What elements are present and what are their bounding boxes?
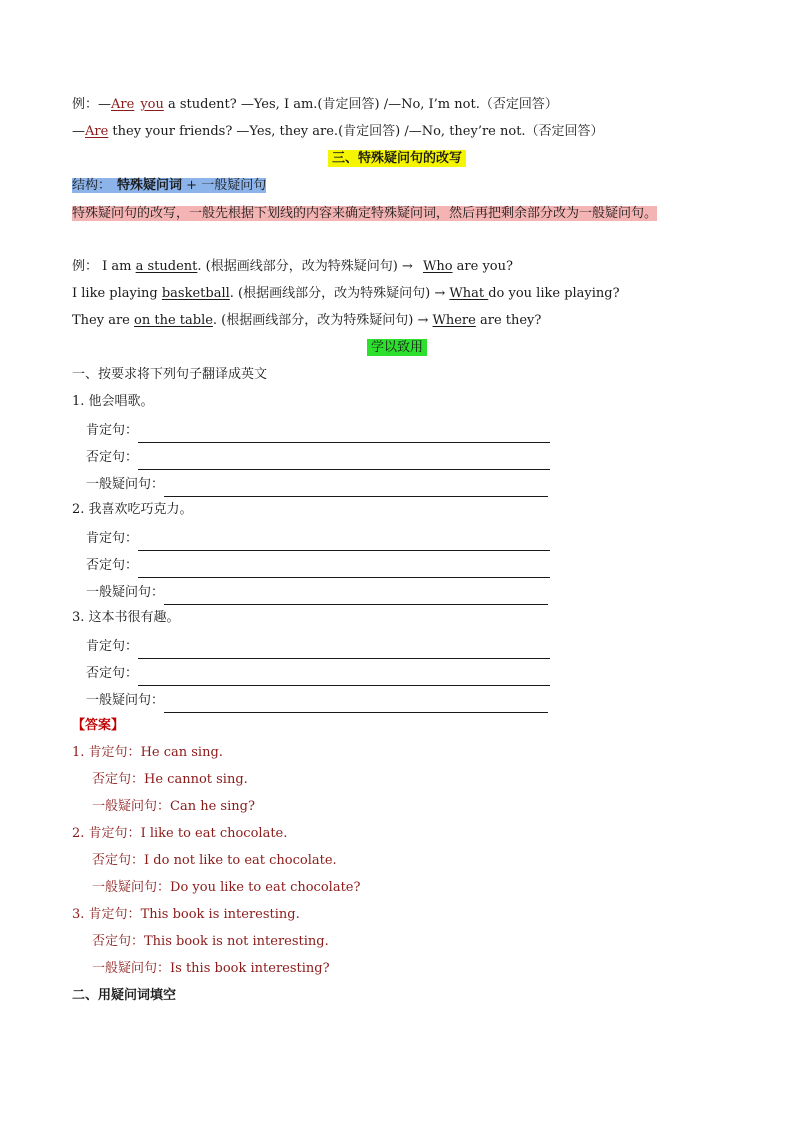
answer-2-affirmative (72, 821, 722, 848)
example-prefix: 例：— (72, 97, 112, 112)
question-number: 3. (72, 610, 85, 625)
affirmative-label: 肯定句： (86, 423, 139, 438)
affirmative-blank[interactable] (138, 530, 550, 551)
section-heading-text: 三、特殊疑问句的改写 (328, 150, 466, 167)
answer-row-affirmative (72, 632, 722, 659)
answer-row-affirmative (72, 524, 722, 551)
example-rest: a student? —Yes, I am.(肯定回答) /—No, I’m not.（否定回答） (163, 97, 558, 112)
answer-1-general-question (72, 794, 722, 821)
general-question-blank[interactable] (164, 692, 548, 713)
example-lead: They are (72, 313, 135, 328)
negative-blank[interactable] (138, 665, 550, 686)
negative-blank[interactable] (138, 449, 550, 470)
answer-text: He cannot sing. (144, 772, 248, 787)
general-question-label: 一般疑问句： (92, 799, 171, 814)
example-instruction: . (根据画线部分，改为特殊疑问句) → (212, 313, 433, 328)
structure-line (72, 173, 722, 200)
practice-heading (72, 335, 722, 362)
answer-row-general-question (72, 470, 722, 497)
general-question-example-2 (72, 119, 722, 146)
question-text: 他会唱歌。 (88, 394, 154, 409)
answer-text: This book is not interesting. (144, 934, 329, 949)
affirmative-blank[interactable] (138, 422, 550, 443)
affirmative-label: 肯定句： (88, 745, 141, 760)
negative-label: 否定句： (92, 772, 145, 787)
general-question-label: 一般疑问句： (92, 880, 171, 895)
example-instruction: . (根据画线部分，改为特殊疑问句) → (229, 286, 450, 301)
answer-text: I do not like to eat chocolate. (144, 853, 337, 868)
answer-text: Is this book interesting? (170, 961, 330, 976)
answer-row-negative (72, 443, 722, 470)
answer-2-general-question (72, 875, 722, 902)
rule-paragraph (72, 200, 722, 254)
structure-rest: + 一般疑问句 (182, 178, 267, 193)
general-question-label: 一般疑问句： (86, 693, 165, 708)
part2-title: 二、用疑问词填空 (72, 988, 177, 1003)
section-heading (72, 146, 722, 173)
negative-label: 否定句： (92, 934, 145, 949)
answer-text: He can sing. (140, 745, 223, 760)
underlined-phrase: on the table (134, 313, 213, 328)
answer-number: 2. (72, 826, 85, 841)
general-question-label: 一般疑问句： (86, 477, 165, 492)
negative-label: 否定句： (92, 853, 145, 868)
special-question-example-3 (72, 308, 722, 335)
practice-heading-text: 学以致用 (367, 339, 427, 356)
example-prefix: — (72, 124, 85, 139)
answer-text: This book is interesting. (140, 907, 300, 922)
affirmative-label: 肯定句： (86, 531, 139, 546)
document-page (72, 92, 722, 1010)
underlined-phrase: a student (135, 259, 198, 274)
answer-number: 1. (72, 745, 85, 760)
underlined-you: you (140, 97, 164, 112)
question-word: Where (432, 313, 476, 328)
negative-label: 否定句： (86, 666, 139, 681)
affirmative-label: 肯定句： (88, 826, 141, 841)
answer-row-general-question (72, 578, 722, 605)
underlined-phrase: basketball (161, 286, 230, 301)
answer-1-negative (72, 767, 722, 794)
answer-row-negative (72, 551, 722, 578)
general-question-label: 一般疑问句： (86, 585, 165, 600)
answer-row-affirmative (72, 416, 722, 443)
answer-3-general-question (72, 956, 722, 983)
example-lead: I like playing (72, 286, 162, 301)
special-question-example-2 (72, 281, 722, 308)
structure-label: 结构： (72, 178, 112, 193)
answer-text: Do you like to eat chocolate? (170, 880, 361, 895)
structure-bold: 特殊疑问词 (117, 178, 183, 193)
general-question-blank[interactable] (164, 476, 548, 497)
answer-1-affirmative (72, 740, 722, 767)
part1-title: 一、按要求将下列句子翻译成英文 (72, 367, 268, 382)
negative-label: 否定句： (86, 558, 139, 573)
answers-title: 【答案】 (72, 718, 125, 733)
negative-blank[interactable] (138, 557, 550, 578)
general-question-label: 一般疑问句： (92, 961, 171, 976)
answer-3-negative (72, 929, 722, 956)
structure-highlight (72, 178, 266, 193)
general-question-blank[interactable] (164, 584, 548, 605)
question-text: 这本书很有趣。 (88, 610, 180, 625)
question-text: 我喜欢吃巧克力。 (88, 502, 193, 517)
answer-3-affirmative (72, 902, 722, 929)
answer-number: 3. (72, 907, 85, 922)
answer-text: Can he sing? (170, 799, 255, 814)
answer-rest: are they? (475, 313, 542, 328)
negative-label: 否定句： (86, 450, 139, 465)
affirmative-label: 肯定句： (88, 907, 141, 922)
rule-text: 特殊疑问句的改写，一般先根据下划线的内容来确定特殊疑问词，然后再把剩余部分改为一般疑问句。 (72, 206, 658, 221)
example-rest: they your friends? —Yes, they are.(肯定回答) /—No, they’re not.（否定回答） (108, 124, 604, 139)
question-2 (72, 497, 722, 524)
answer-rest: do you like playing? (488, 286, 620, 301)
affirmative-label: 肯定句： (86, 639, 139, 654)
underlined-are: Are (85, 124, 109, 139)
answer-2-negative (72, 848, 722, 875)
question-number: 2. (72, 502, 85, 517)
answer-row-general-question (72, 686, 722, 713)
question-1 (72, 389, 722, 416)
special-question-example-1 (72, 254, 722, 281)
question-3 (72, 605, 722, 632)
question-number: 1. (72, 394, 85, 409)
example-lead: 例： I am (72, 259, 136, 274)
example-instruction: . (根据画线部分，改为特殊疑问句) → (197, 259, 417, 274)
underlined-are: Are (111, 97, 135, 112)
answer-text: I like to eat chocolate. (140, 826, 288, 841)
general-question-example-1 (72, 92, 722, 119)
question-word: What (449, 286, 489, 301)
affirmative-blank[interactable] (138, 638, 550, 659)
answer-row-negative (72, 659, 722, 686)
answer-rest: are you? (452, 259, 513, 274)
question-word: Who (422, 259, 453, 274)
